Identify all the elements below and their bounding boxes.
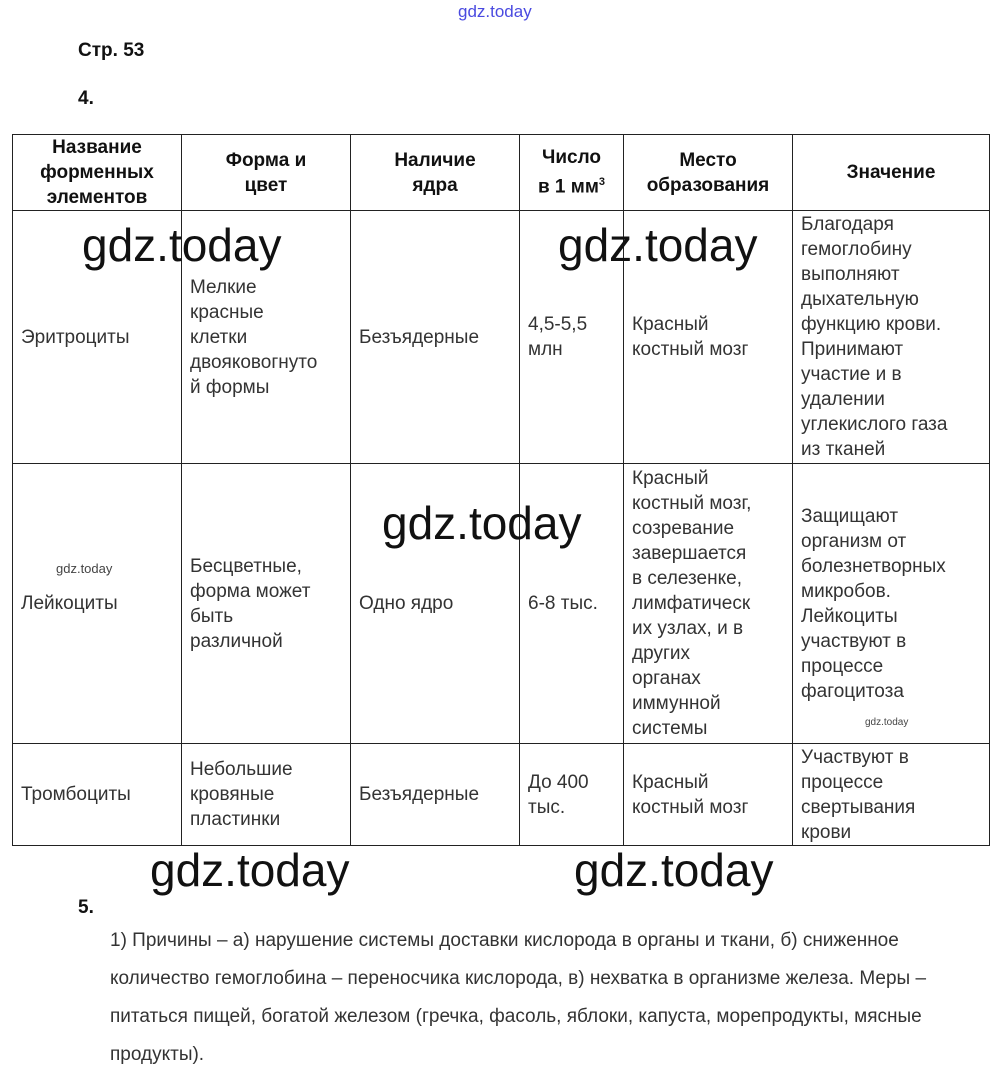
- cell: Безъядерные: [351, 744, 520, 846]
- cell: Благодаря гемоглобину выполняют дыхательную функцию крови. Принимают участие и в удалении углекислого газа из тканей: [793, 211, 990, 464]
- cell: Эритроциты: [13, 211, 182, 464]
- cell: Лейкоциты: [13, 464, 182, 744]
- header-shape: Форма и цвет: [182, 135, 351, 211]
- task-4-label: 4.: [78, 88, 94, 109]
- cell: Бесцветные, форма может быть различной: [182, 464, 351, 744]
- cell: 4,5-5,5 млн: [520, 211, 624, 464]
- cell: Красный костный мозг, созревание завершается в селезенке, лимфатическ их узлах, и в других органах иммунной системы: [624, 464, 793, 744]
- cell: Участвуют в процессе свертывания крови: [793, 744, 990, 846]
- watermark: gdz.today: [574, 844, 774, 896]
- cell: 6-8 тыс.: [520, 464, 624, 744]
- cell: До 400 тыс.: [520, 744, 624, 846]
- watermark-small: gdz.today: [865, 717, 909, 728]
- page-label: Стр. 53: [78, 40, 145, 61]
- cell: Мелкие красные клетки двояковогнуто й формы: [182, 211, 351, 464]
- watermark: gdz.today: [382, 497, 582, 549]
- task-5-label: 5.: [78, 897, 94, 918]
- cell: Красный костный мозг: [624, 211, 793, 464]
- task-5-text: 1) Причины – а) нарушение системы доставки кислорода в органы и ткани, б) сниженное количество гемоглобина – переносчика кислорода, в) нехватка в организме железа. Меры – питаться пищей, богатой железом (гречка, фасоль, яблоки, капуста, морепродукты, мясные продукты).: [110, 930, 927, 1065]
- watermark: gdz.today: [82, 219, 282, 271]
- cell: Защищают организм от болезнетворных микробов. Лейкоциты участвуют в процессе фагоцитоза: [793, 464, 990, 744]
- watermark: gdz.today: [558, 219, 758, 271]
- cell: Тромбоциты: [13, 744, 182, 846]
- header-meaning: Значение: [793, 135, 990, 211]
- table-row: [13, 464, 990, 744]
- table-row: [13, 211, 990, 464]
- watermark: gdz.today: [150, 844, 350, 896]
- cell: Одно ядро: [351, 464, 520, 744]
- top-watermark: gdz.today: [458, 2, 532, 21]
- cell: Красный костный мозг: [624, 744, 793, 846]
- header-origin: Место образования: [624, 135, 793, 211]
- cell: Безъядерные: [351, 211, 520, 464]
- blood-cells-table: [12, 134, 990, 846]
- header-name: Название форменных элементов: [13, 135, 182, 211]
- cell: Небольшие кровяные пластинки: [182, 744, 351, 846]
- table-header-row: [13, 135, 990, 211]
- header-count-text: Число в 1 мм: [537, 147, 602, 198]
- header-nucleus: Наличие ядра: [351, 135, 520, 211]
- watermark-small: gdz.today: [56, 561, 113, 576]
- header-count-sup: 3: [598, 176, 606, 189]
- header-count: [520, 135, 624, 211]
- table-row: [13, 744, 990, 846]
